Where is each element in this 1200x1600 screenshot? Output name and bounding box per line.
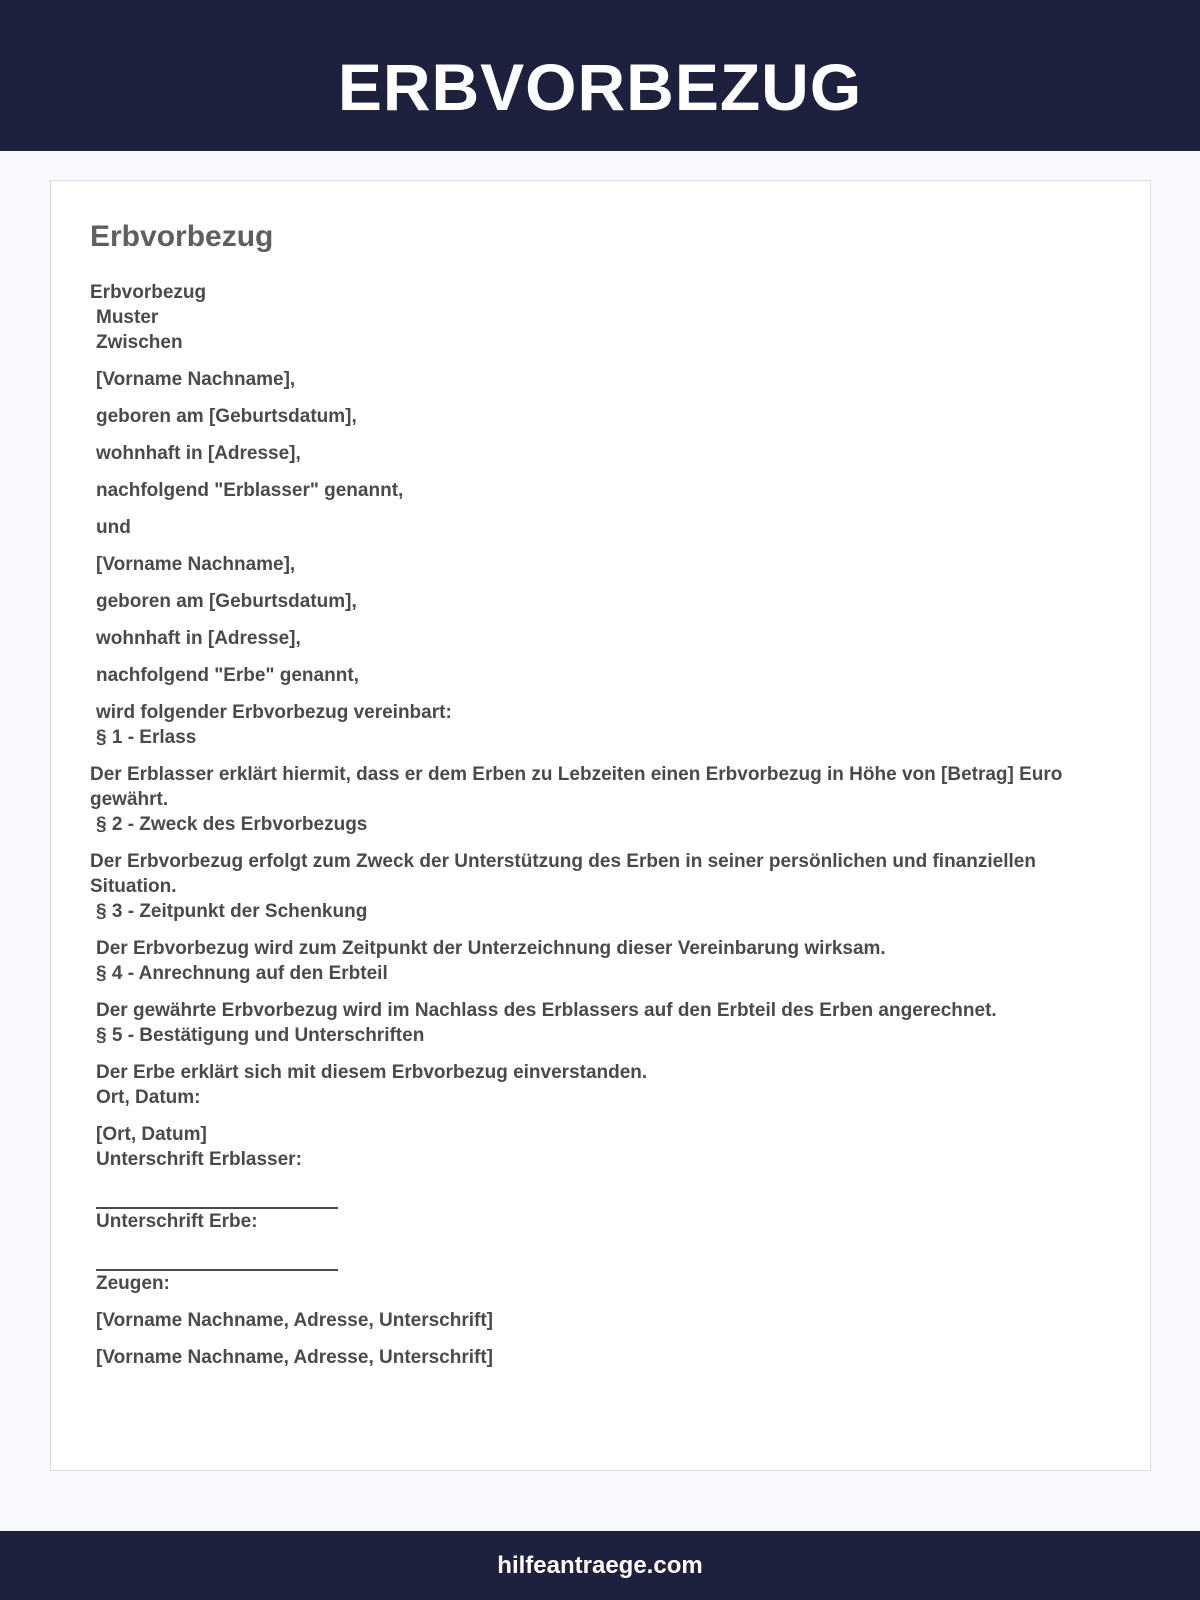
section-title: § 5 - Bestätigung und Unterschriften <box>96 1025 425 1046</box>
party2-name: [Vorname Nachname], <box>96 554 296 575</box>
banner-title: ERBVORBEZUG <box>337 49 863 124</box>
document-body <box>90 280 1100 1370</box>
party1-role: nachfolgend "Erblasser" genannt, <box>96 480 404 501</box>
document-subheading: Muster <box>96 307 159 328</box>
party1-address: wohnhaft in [Adresse], <box>96 443 301 464</box>
section-text: Der Erbvorbezug wird zum Zeitpunkt der Unterzeichnung dieser Vereinbarung wirksam. <box>96 938 886 959</box>
section-text: Der Erbe erklärt sich mit diesem Erbvorbezug einverstanden. <box>96 1062 648 1083</box>
witnesses-label: Zeugen: <box>96 1273 170 1294</box>
signature-testator-label: Unterschrift Erblasser: <box>96 1149 302 1170</box>
footer-site: hilfeantraege.com <box>497 1551 703 1579</box>
top-banner <box>0 0 1200 151</box>
section-title: § 1 - Erlass <box>96 727 197 748</box>
party2-address: wohnhaft in [Adresse], <box>96 628 301 649</box>
document-heading: Erbvorbezug <box>90 282 207 303</box>
party2-born: geboren am [Geburtsdatum], <box>96 591 357 612</box>
witness-entry: [Vorname Nachname, Adresse, Unterschrift] <box>96 1310 494 1331</box>
section-text: Der Erbvorbezug erfolgt zum Zweck der Unterstützung des Erben in seiner persönlichen und finanziellen Situation. <box>90 851 1036 897</box>
section-text: Der gewährte Erbvorbezug wird im Nachlass des Erblassers auf den Erbteil des Erben angerechnet. <box>96 1000 997 1021</box>
section-title: § 3 - Zeitpunkt der Schenkung <box>96 901 368 922</box>
place-date-value: [Ort, Datum] <box>96 1124 207 1145</box>
section-title: § 2 - Zweck des Erbvorbezugs <box>96 814 368 835</box>
section-text: Der Erblasser erklärt hiermit, dass er dem Erben zu Lebzeiten einen Erbvorbezug in Höhe von [Betrag] Euro gewährt. <box>90 764 1063 810</box>
intro-text: Zwischen <box>96 332 183 353</box>
agreement-text: wird folgender Erbvorbezug vereinbart: <box>96 702 452 723</box>
place-date-label: Ort, Datum: <box>96 1087 201 1108</box>
footer <box>0 1531 1200 1600</box>
document-title: Erbvorbezug <box>90 220 274 253</box>
section-title: § 4 - Anrechnung auf den Erbteil <box>96 963 388 984</box>
party1-name: [Vorname Nachname], <box>96 369 296 390</box>
party1-born: geboren am [Geburtsdatum], <box>96 406 357 427</box>
and-text: und <box>96 517 131 538</box>
party2-role: nachfolgend "Erbe" genannt, <box>96 665 359 686</box>
witness-entry: [Vorname Nachname, Adresse, Unterschrift] <box>96 1347 494 1368</box>
signature-heir-label: Unterschrift Erbe: <box>96 1211 258 1232</box>
